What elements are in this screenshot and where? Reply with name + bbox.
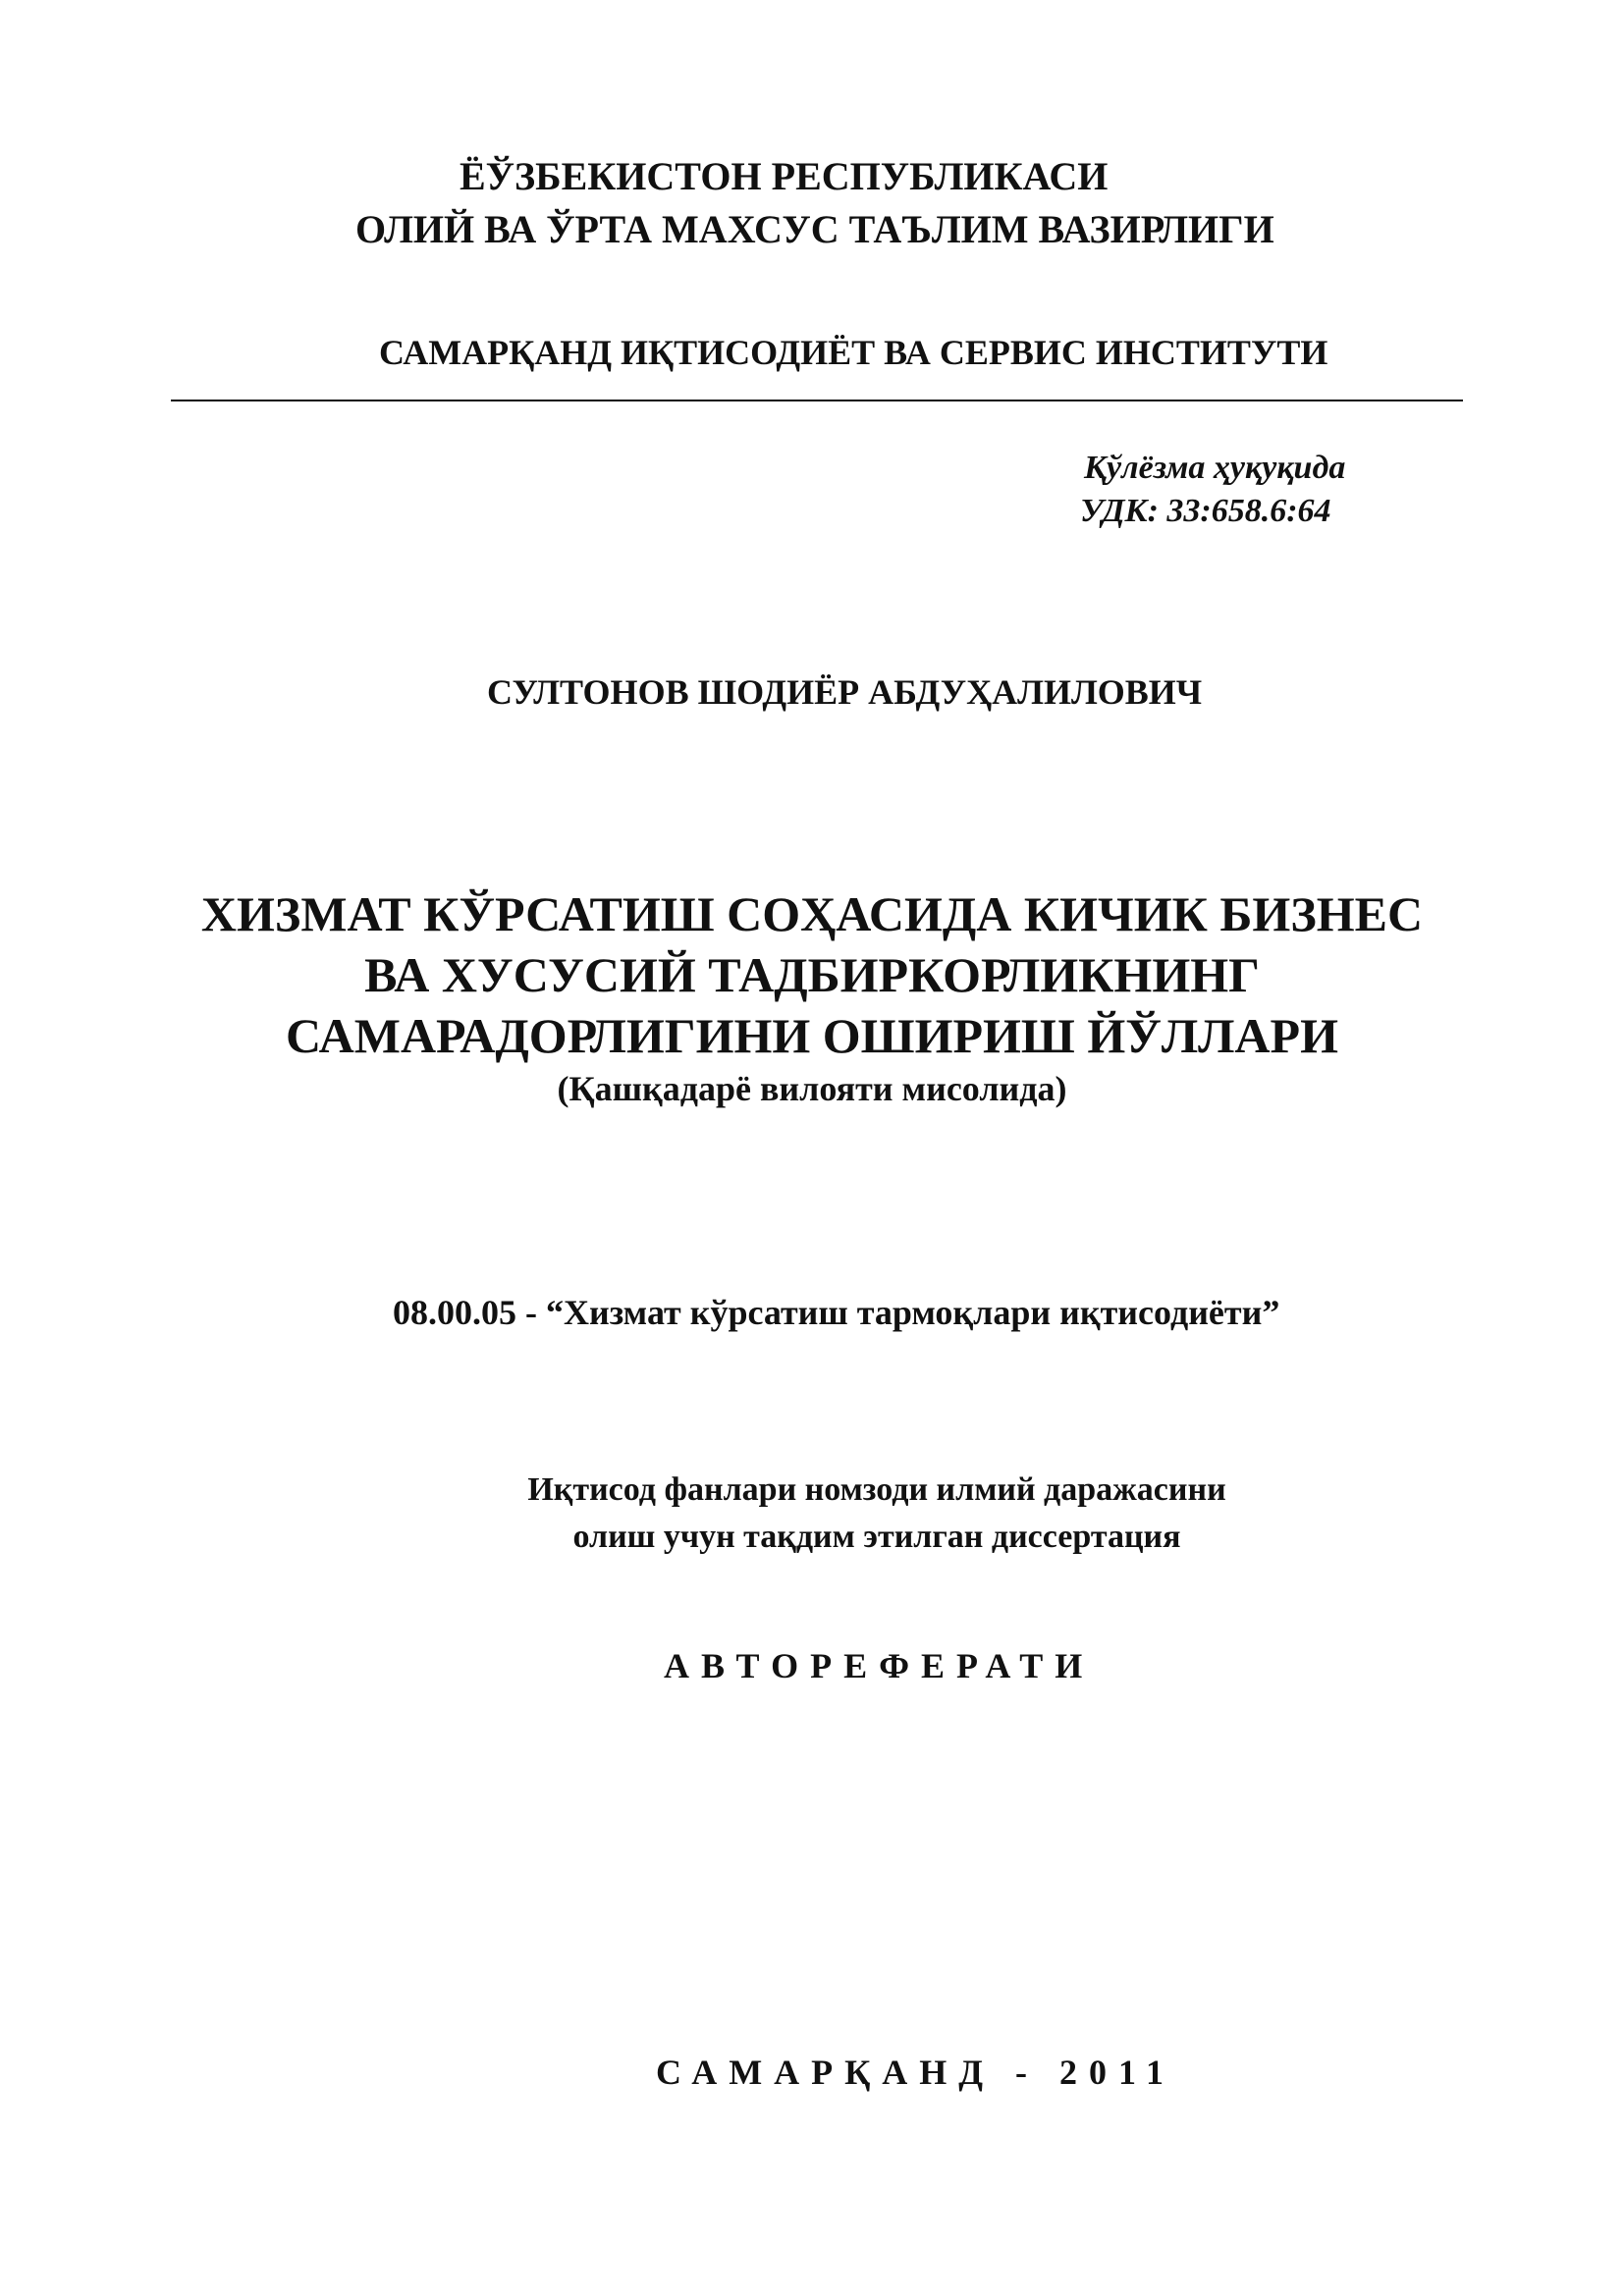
udk-code: УДК: 33:658.6:64 [1080,493,1331,529]
purpose-line-1: Иқтисод фанлари номзоди илмий даражасини [527,1471,1226,1508]
purpose-line-2: олиш учун тақдим этилган диссертация [572,1519,1181,1555]
institute-name: САМАРҚАНД ИҚТИСОДИЁТ ВА СЕРВИС ИНСТИТУТИ [379,333,1328,372]
title-line-1: ХИЗМАТ КЎРСАТИШ СОҲАСИДА КИЧИК БИЗНЕС [200,886,1424,941]
specialty-code: 08.00.05 - “Хизмат кўрсатиш тармоқлари иқтисодиёти” [393,1293,1280,1332]
title-subtitle: (Қашқадарё вилояти мисолида) [557,1069,1067,1108]
document-type-label: АВТОРЕФЕРАТИ [664,1646,1095,1685]
manuscript-rights-label: Қўлёзма ҳуқуқида [1084,450,1346,486]
city-year: САМАРҚАНД - 2011 [656,2053,1176,2092]
author-name: СУЛТОНОВ ШОДИЁР АБДУҲАЛИЛОВИЧ [487,672,1203,712]
degree-purpose [0,1467,1624,1561]
title-line-2: ВА ХУСУСИЙ ТАДБИРКОРЛИКНИНГ [364,947,1260,1002]
ministry-line-1: ЁЎЗБЕКИСТОН РЕСПУБЛИКАСИ [460,154,1109,198]
dissertation-title [0,883,1624,1111]
header-divider [171,400,1463,401]
ministry-line-2: ОЛИЙ ВА ЎРТА МАХСУС ТАЪЛИМ ВАЗИРЛИГИ [355,207,1274,251]
title-line-3: САМАРАДОРЛИГИНИ ОШИРИШ ЙЎЛЛАРИ [286,1008,1338,1063]
